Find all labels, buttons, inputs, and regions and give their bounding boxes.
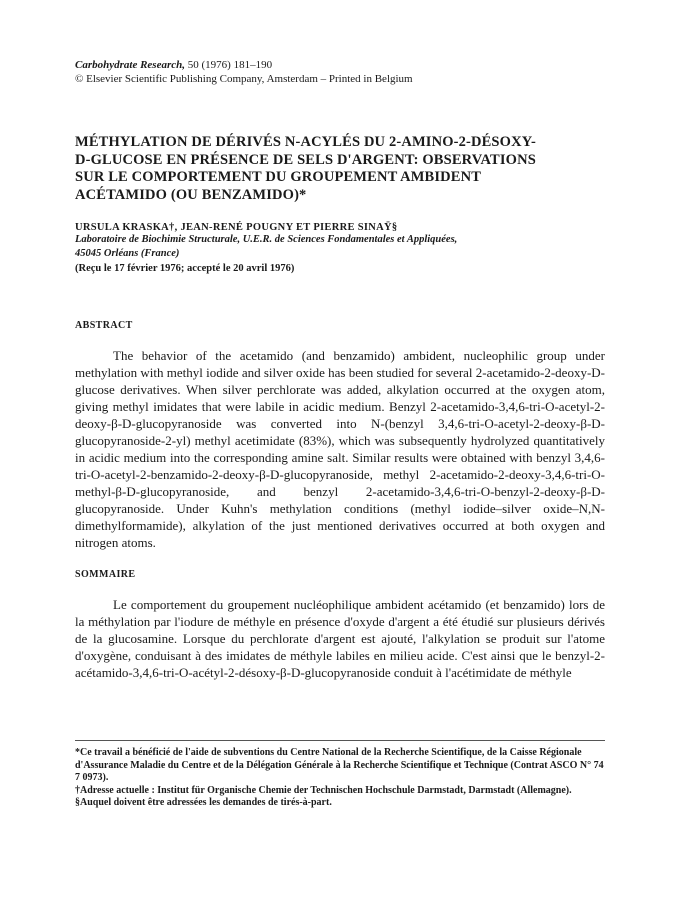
abstract-text: The behavior of the acetamido (and benzamido) ambident, nucleophilic group under methylation with methyl iodide and silver oxide has been studied for several 2-acetamido-2-deoxy-D-glucose derivatives. When silver perchlorate was added, alkylation occurred at the oxygen atom, giving methyl imidates that were labile in acidic medium. Benzyl 2-acetamido-3,4,6-tri-O-acetyl-2-deoxy-β-D-glucopyranoside was converted into N-(benzyl 3,4,6-tri-O-acetyl-2-deoxy-β-D-glucopyranoside-2-yl) methyl acetimidate (83%), which was subsequently hydrolyzed quantitatively in acidic medium into the corresponding amine salt. Similar results were obtained with benzyl 3,4,6-tri-O-acetyl-2-benzamido-2-deoxy-β-D-glucopyranoside, methyl 2-acetamido-2-deoxy-3,4,6-tri-O-methyl-β-D-glucopyranoside, and benzyl 2-acetamido-3,4,6-tri-O-benzyl-2-deoxy-β-D-glucopyranoside. Under Kuhn's methylation conditions (methyl iodide–silver oxide–N,N-dimethylformamide), alkylation of the just mentioned derivatives occurred at both oxygen and nitrogen atoms.	[75, 348, 605, 550]
journal-citation	[75, 58, 605, 72]
footnotes	[75, 740, 605, 810]
sommaire-heading: SOMMAIRE	[75, 569, 136, 580]
article-title	[75, 134, 605, 204]
journal-reference: 50 (1976) 181–190	[187, 59, 273, 71]
footnote-funding: *Ce travail a bénéficié de l'aide de subventions du Centre National de la Recherche Scientifique, de la Caisse Régionale d'Assurance Maladie du Centre et de la Délégation Générale à la Recherche Scientifique et Technique (Contrat ASCO N° 74 7 0973).	[75, 747, 604, 783]
journal-name: Carbohydrate Research,	[75, 59, 185, 71]
title-line-3: SUR LE COMPORTEMENT DU GROUPEMENT AMBIDENT	[75, 169, 482, 185]
footnote-correspondence: §Auquel doivent être adressées les demandes de tirés-à-part.	[75, 797, 332, 808]
title-line-4: ACÉTAMIDO (OU BENZAMIDO)*	[75, 186, 307, 203]
received-dates: (Reçu le 17 février 1976; accepté le 20 avril 1976)	[75, 263, 295, 274]
affiliation	[75, 233, 605, 261]
sommaire-text: Le comportement du groupement nucléophilique ambident acétamido (et benzamido) lors de la méthylation par l'iodure de méthyle en présence d'oxyde d'argent a été étudié sur plusieurs dérivés de la glucosamine. Lorsque du perchlorate d'argent est ajouté, l'alkylation se produit sur l'atome d'oxygène, conduisant à des imidates de méthyle labiles en milieu acide. C'est ainsi que le benzyl-2-acétamido-3,4,6-tri-O-acétyl-2-désoxy-β-D-glucopyranoside conduit à l'acétimidate de méthyle	[75, 597, 605, 680]
affiliation-line-2: 45045 Orléans (France)	[75, 248, 180, 259]
affiliation-line-1: Laboratoire de Biochimie Structurale, U.E.R. de Sciences Fondamentales et Appliquées,	[75, 234, 458, 245]
title-line-2: D-GLUCOSE EN PRÉSENCE DE SELS D'ARGENT: OBSERVATIONS	[75, 151, 536, 168]
article-page	[75, 58, 605, 681]
journal-header	[75, 58, 605, 86]
author-list: URSULA KRASKA†, JEAN-RENÉ POUGNY ET PIERRE SINAŸ§	[75, 222, 398, 233]
copyright-line: © Elsevier Scientific Publishing Company, Amsterdam – Printed in Belgium	[75, 73, 413, 85]
abstract-heading: ABSTRACT	[75, 320, 133, 331]
title-line-1: MÉTHYLATION DE DÉRIVÉS N-ACYLÉS DU 2-AMINO-2-DÉSOXY-	[75, 134, 536, 150]
footnote-address: †Adresse actuelle : Institut für Organische Chemie der Technischen Hochschule Darmstadt, Darmstadt (Allemagne).	[75, 784, 572, 796]
